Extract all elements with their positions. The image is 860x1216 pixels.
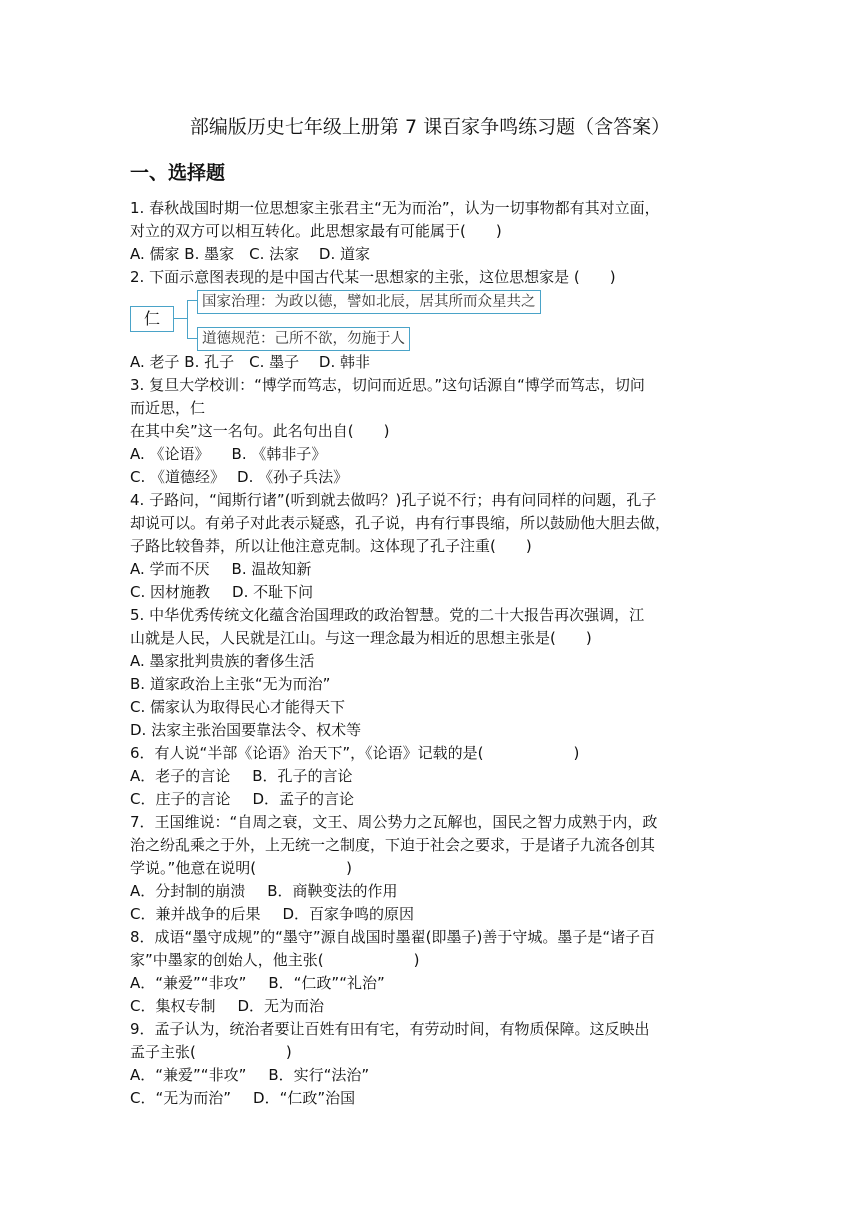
question-text: 而近思，仁 <box>130 399 206 417</box>
option-c: C. 儒家认为取得民心才能得天下 <box>130 698 346 716</box>
option-a: A．“兼爱”“非攻” <box>130 1066 247 1084</box>
question-text: 9．孟子认为，统治者要让百姓有田有宅，有劳动时间，有物质保障。这反映出 <box>130 1020 650 1038</box>
option-d: D．“仁政”治国 <box>253 1089 356 1107</box>
answer-options <box>130 972 732 995</box>
question-text: 家”中墨家的创始人，他主张( ) <box>130 951 420 969</box>
answer-options <box>130 581 732 604</box>
section-heading: 一、选择题 <box>130 162 226 184</box>
question-text: 5. 中华优秀传统文化蕴含治国理政的政治智慧。党的二十大报告再次强调，江 <box>130 606 645 624</box>
question-text: 1. 春秋战国时期一位思想家主张君主“无为而治”，认为一切事物都有其对立面， <box>130 199 660 217</box>
question-3 <box>130 374 732 489</box>
option-a: A. 墨家批判贵族的奢侈生活 <box>130 652 315 670</box>
diagram-connector <box>187 300 197 301</box>
option-b: B．孔子的言论 <box>252 767 353 785</box>
question-text: 山就是人民，人民就是江山。与这一理念最为相近的思想主张是( ) <box>130 629 592 647</box>
answer-options <box>130 1087 732 1110</box>
question-7 <box>130 811 732 926</box>
option-d: D. 不耻下问 <box>232 583 314 601</box>
question-text: 却说可以。有弟子对此表示疑惑，孔子说，冉有行事畏缩，所以鼓励他大胆去做， <box>130 514 671 532</box>
concept-diagram <box>130 290 732 350</box>
option-c: C. 《道德经》 <box>130 468 226 486</box>
option-b: B．商鞅变法的作用 <box>267 882 398 900</box>
question-text: 对立的双方可以相互转化。此思想家最有可能属于( ) <box>130 222 502 240</box>
question-6 <box>130 742 732 811</box>
diagram-connector <box>187 300 188 338</box>
option-a: A．分封制的崩溃 <box>130 882 246 900</box>
answer-options <box>130 765 732 788</box>
question-text: 4. 子路问，“闻斯行诸”(听到就去做吗？)孔子说不行；冉有问同样的问题，孔子 <box>130 491 657 509</box>
question-text: 在其中矣”这一名句。此名句出自( ) <box>130 422 390 440</box>
option-a: A. 《论语》 <box>130 445 210 463</box>
question-text: 2. 下面示意图表现的是中国古代某一思想家的主张，这位思想家是 ( ) <box>130 268 616 286</box>
option-b: B. 道家政治上主张“无为而治” <box>130 675 331 693</box>
document-title: 部编版历史七年级上册第 7 课百家争鸣练习题（含答案） <box>189 116 671 138</box>
diagram-box-morality: 道德规范：己所不欲，勿施于人 <box>197 327 410 351</box>
question-text: 3. 复旦大学校训：“博学而笃志，切问而近思。”这句话源自“博学而笃志，切问 <box>130 376 645 394</box>
option-c: C．兼并战争的后果 <box>130 905 261 923</box>
question-text: 7．王国维说：“自周之衰，文王、周公势力之瓦解也，国民之智力成熟于内，政 <box>130 813 658 831</box>
answer-options <box>130 995 732 1018</box>
question-text: 6．有人说“半部《论语》治天下”，《论语》记载的是( ) <box>130 744 580 762</box>
answer-options <box>130 466 732 489</box>
option-d: D．无为而治 <box>237 997 325 1015</box>
answer-options <box>130 788 732 811</box>
question-text: 子路比较鲁莽，所以让他注意克制。这体现了孔子注重( ) <box>130 537 532 555</box>
option-b: B．实行“法治” <box>268 1066 370 1084</box>
question-4 <box>130 489 732 604</box>
option-d: D．百家争鸣的原因 <box>282 905 415 923</box>
answer-options <box>130 1064 732 1087</box>
option-a: A．“兼爱”“非攻” <box>130 974 247 992</box>
answer-options: A. 老子 B. 孔子 C. 墨子 D. 韩非 <box>130 353 370 371</box>
answer-options <box>130 443 732 466</box>
option-a: A. 学而不厌 <box>130 560 210 578</box>
question-text: 孟子主张( ) <box>130 1043 292 1061</box>
question-list <box>130 197 732 1110</box>
diagram-box-governance: 国家治理：为政以德，譬如北辰，居其所而众星共之 <box>197 290 541 314</box>
question-8 <box>130 926 732 1018</box>
option-c: C．庄子的言论 <box>130 790 231 808</box>
option-c: C. 因材施教 <box>130 583 211 601</box>
option-b: B. 《韩非子》 <box>231 445 327 463</box>
option-b: B．“仁政”“礼治” <box>268 974 385 992</box>
question-1 <box>130 197 732 266</box>
option-c: C．集权专制 <box>130 997 216 1015</box>
option-d: D．孟子的言论 <box>252 790 355 808</box>
answer-options <box>130 558 732 581</box>
question-2 <box>130 266 732 374</box>
question-text: 治之纷乱乘之于外，上无统一之制度，下迫于社会之要求，于是诸子九流各创其 <box>130 836 656 854</box>
diagram-center-box: 仁 <box>130 306 174 332</box>
question-5 <box>130 604 732 742</box>
diagram-connector <box>187 338 197 339</box>
option-b: B. 温故知新 <box>231 560 312 578</box>
answer-options <box>130 880 732 903</box>
question-text: 8．成语“墨守成规”的“墨守”源自战国时墨翟(即墨子)善于守城。墨子是“诸子百 <box>130 928 656 946</box>
question-9 <box>130 1018 732 1110</box>
option-c: C．“无为而治” <box>130 1089 232 1107</box>
answer-options <box>130 903 732 926</box>
diagram-connector <box>173 318 187 319</box>
option-d: D. 《孙子兵法》 <box>237 468 349 486</box>
question-text: 学说。”他意在说明( ) <box>130 859 352 877</box>
option-a: A．老子的言论 <box>130 767 231 785</box>
answer-options: A. 儒家 B. 墨家 C. 法家 D. 道家 <box>130 245 370 263</box>
option-d: D. 法家主张治国要靠法令、权术等 <box>130 721 362 739</box>
